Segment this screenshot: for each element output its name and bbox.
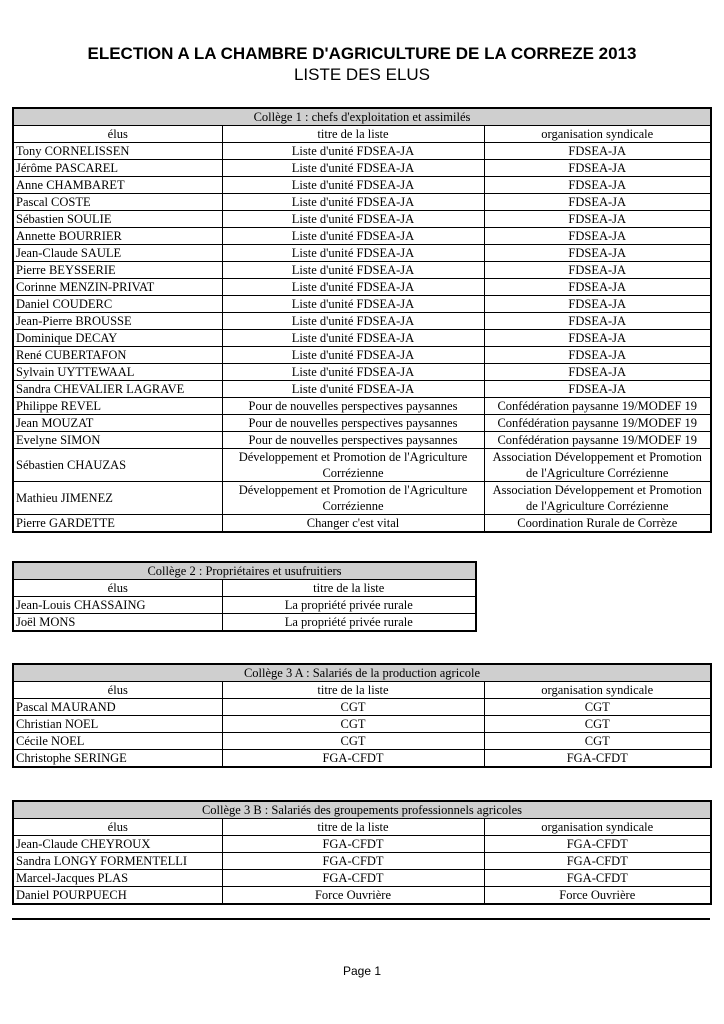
list-title-cell: Liste d'unité FDSEA-JA [222, 279, 484, 296]
table-row [13, 245, 711, 262]
elu-name-cell: Corinne MENZIN-PRIVAT [13, 279, 222, 296]
elu-name-cell: Evelyne SIMON [13, 432, 222, 449]
elu-name-cell: Cécile NOEL [13, 733, 222, 750]
elu-name-cell: Jean MOUZAT [13, 415, 222, 432]
union-cell: Association Développement et Promotion de l'Agriculture Corrézienne [484, 482, 711, 515]
college-2-body [13, 562, 476, 631]
footer-divider [12, 918, 710, 920]
list-title-cell: Liste d'unité FDSEA-JA [222, 313, 484, 330]
list-title-cell: Liste d'unité FDSEA-JA [222, 194, 484, 211]
union-cell: Confédération paysanne 19/MODEF 19 [484, 415, 711, 432]
elu-name-cell: Daniel COUDERC [13, 296, 222, 313]
list-title-cell: Liste d'unité FDSEA-JA [222, 177, 484, 194]
union-cell: FDSEA-JA [484, 262, 711, 279]
list-title-cell: Liste d'unité FDSEA-JA [222, 211, 484, 228]
college-title-row [13, 562, 476, 580]
elu-name-cell: Sandra LONGY FORMENTELLI [13, 853, 222, 870]
list-title-cell: Pour de nouvelles perspectives paysannes [222, 398, 484, 415]
table-row [13, 364, 711, 381]
column-header: titre de la liste [222, 126, 484, 143]
column-header-row [13, 682, 711, 699]
table-row [13, 449, 711, 482]
list-title-cell: Liste d'unité FDSEA-JA [222, 347, 484, 364]
list-title-cell: FGA-CFDT [222, 870, 484, 887]
union-cell: FDSEA-JA [484, 143, 711, 160]
list-title-cell: Liste d'unité FDSEA-JA [222, 143, 484, 160]
column-header-row [13, 126, 711, 143]
column-header: titre de la liste [222, 682, 484, 699]
elu-name-cell: Sylvain UYTTEWAAL [13, 364, 222, 381]
elu-name-cell: Anne CHAMBARET [13, 177, 222, 194]
college-title-row [13, 664, 711, 682]
column-header: titre de la liste [222, 819, 484, 836]
college-2-table [12, 561, 477, 632]
column-header: élus [13, 682, 222, 699]
union-cell: FDSEA-JA [484, 228, 711, 245]
table-row [13, 836, 711, 853]
union-cell: FGA-CFDT [484, 836, 711, 853]
union-cell: FDSEA-JA [484, 381, 711, 398]
elu-name-cell: Daniel POURPUECH [13, 887, 222, 905]
union-cell: FDSEA-JA [484, 194, 711, 211]
table-row [13, 143, 711, 160]
column-header: élus [13, 126, 222, 143]
column-header-row [13, 819, 711, 836]
college-1-body [13, 108, 711, 532]
elu-name-cell: Pierre BEYSSERIE [13, 262, 222, 279]
union-cell: FGA-CFDT [484, 853, 711, 870]
table-row [13, 398, 711, 415]
union-cell: FDSEA-JA [484, 245, 711, 262]
table-row [13, 699, 711, 716]
list-title-cell: Liste d'unité FDSEA-JA [222, 228, 484, 245]
elu-name-cell: Pierre GARDETTE [13, 515, 222, 533]
list-title-cell: Pour de nouvelles perspectives paysannes [222, 432, 484, 449]
column-header: élus [13, 819, 222, 836]
table-row [13, 211, 711, 228]
list-title-cell: La propriété privée rurale [222, 597, 476, 614]
elu-name-cell: Sébastien SOULIE [13, 211, 222, 228]
college-title: Collège 3 B : Salariés des groupements professionnels agricoles [13, 801, 711, 819]
document-subtitle: LISTE DES ELUS [293, 65, 431, 84]
list-title-cell: CGT [222, 733, 484, 750]
union-cell: FGA-CFDT [484, 750, 711, 768]
union-cell: CGT [484, 699, 711, 716]
list-title-cell: FGA-CFDT [222, 853, 484, 870]
elu-name-cell: René CUBERTAFON [13, 347, 222, 364]
table-row [13, 415, 711, 432]
table-row [13, 482, 711, 515]
table-row [13, 597, 476, 614]
list-title-cell: Développement et Promotion de l'Agriculture Corrézienne [222, 482, 484, 515]
union-cell: Association Développement et Promotion de l'Agriculture Corrézienne [484, 449, 711, 482]
table-row [13, 887, 711, 905]
column-header: organisation syndicale [484, 682, 711, 699]
elu-name-cell: Jean-Claude CHEYROUX [13, 836, 222, 853]
elu-name-cell: Joël MONS [13, 614, 222, 632]
elu-name-cell: Christophe SERINGE [13, 750, 222, 768]
table-row [13, 160, 711, 177]
elu-name-cell: Annette BOURRIER [13, 228, 222, 245]
list-title-cell: FGA-CFDT [222, 836, 484, 853]
union-cell: Confédération paysanne 19/MODEF 19 [484, 398, 711, 415]
union-cell: FDSEA-JA [484, 160, 711, 177]
table-row [13, 515, 711, 533]
elu-name-cell: Jean-Claude SAULE [13, 245, 222, 262]
elu-name-cell: Philippe REVEL [13, 398, 222, 415]
union-cell: Coordination Rurale de Corrèze [484, 515, 711, 533]
column-header: organisation syndicale [484, 819, 711, 836]
list-title-cell: Liste d'unité FDSEA-JA [222, 245, 484, 262]
list-title-cell: Développement et Promotion de l'Agriculture Corrézienne [222, 449, 484, 482]
list-title-cell: Liste d'unité FDSEA-JA [222, 296, 484, 313]
elu-name-cell: Sandra CHEVALIER LAGRAVE [13, 381, 222, 398]
table-row [13, 296, 711, 313]
table-row [13, 177, 711, 194]
college-title: Collège 2 : Propriétaires et usufruitiers [13, 562, 476, 580]
union-cell: FDSEA-JA [484, 177, 711, 194]
table-row [13, 870, 711, 887]
elu-name-cell: Marcel-Jacques PLAS [13, 870, 222, 887]
elu-name-cell: Christian NOEL [13, 716, 222, 733]
union-cell: CGT [484, 716, 711, 733]
table-row [13, 614, 476, 632]
college-title-row [13, 801, 711, 819]
elu-name-cell: Jean-Louis CHASSAING [13, 597, 222, 614]
list-title-cell: Liste d'unité FDSEA-JA [222, 262, 484, 279]
list-title-cell: Liste d'unité FDSEA-JA [222, 330, 484, 347]
union-cell: FDSEA-JA [484, 330, 711, 347]
table-row [13, 853, 711, 870]
table-row [13, 432, 711, 449]
elu-name-cell: Pascal COSTE [13, 194, 222, 211]
list-title-cell: La propriété privée rurale [222, 614, 476, 632]
college-3b-body [13, 801, 711, 904]
list-title-cell: FGA-CFDT [222, 750, 484, 768]
table-row [13, 716, 711, 733]
list-title-cell: Liste d'unité FDSEA-JA [222, 160, 484, 177]
column-header: élus [13, 580, 222, 597]
list-title-cell: Liste d'unité FDSEA-JA [222, 381, 484, 398]
college-title-row [13, 108, 711, 126]
table-row [13, 750, 711, 768]
list-title-cell: Pour de nouvelles perspectives paysannes [222, 415, 484, 432]
list-title-cell: Force Ouvrière [222, 887, 484, 905]
elu-name-cell: Tony CORNELISSEN [13, 143, 222, 160]
table-row [13, 313, 711, 330]
page-number: Page 1 [342, 964, 382, 978]
table-row [13, 330, 711, 347]
college-3a-table [12, 663, 712, 768]
column-header-row [13, 580, 476, 597]
college-3a-body [13, 664, 711, 767]
college-title: Collège 1 : chefs d'exploitation et assimilés [13, 108, 711, 126]
column-header: organisation syndicale [484, 126, 711, 143]
college-1-table [12, 107, 712, 533]
union-cell: FDSEA-JA [484, 211, 711, 228]
list-title-cell: Liste d'unité FDSEA-JA [222, 364, 484, 381]
list-title-cell: CGT [222, 699, 484, 716]
elu-name-cell: Jean-Pierre BROUSSE [13, 313, 222, 330]
union-cell: FDSEA-JA [484, 296, 711, 313]
union-cell: FDSEA-JA [484, 347, 711, 364]
column-header: titre de la liste [222, 580, 476, 597]
document-title: ELECTION A LA CHAMBRE D'AGRICULTURE DE LA CORREZE 2013 [87, 44, 637, 63]
union-cell: FGA-CFDT [484, 870, 711, 887]
list-title-cell: Changer c'est vital [222, 515, 484, 533]
table-row [13, 347, 711, 364]
table-row [13, 262, 711, 279]
union-cell: Force Ouvrière [484, 887, 711, 905]
union-cell: FDSEA-JA [484, 279, 711, 296]
elu-name-cell: Dominique DECAY [13, 330, 222, 347]
elu-name-cell: Mathieu JIMENEZ [13, 482, 222, 515]
table-row [13, 733, 711, 750]
elu-name-cell: Pascal MAURAND [13, 699, 222, 716]
table-row [13, 194, 711, 211]
table-row [13, 381, 711, 398]
table-row [13, 279, 711, 296]
college-title: Collège 3 A : Salariés de la production agricole [13, 664, 711, 682]
college-3b-table [12, 800, 712, 905]
list-title-cell: CGT [222, 716, 484, 733]
union-cell: FDSEA-JA [484, 364, 711, 381]
union-cell: FDSEA-JA [484, 313, 711, 330]
union-cell: CGT [484, 733, 711, 750]
elu-name-cell: Jérôme PASCAREL [13, 160, 222, 177]
union-cell: Confédération paysanne 19/MODEF 19 [484, 432, 711, 449]
elu-name-cell: Sébastien CHAUZAS [13, 449, 222, 482]
table-row [13, 228, 711, 245]
